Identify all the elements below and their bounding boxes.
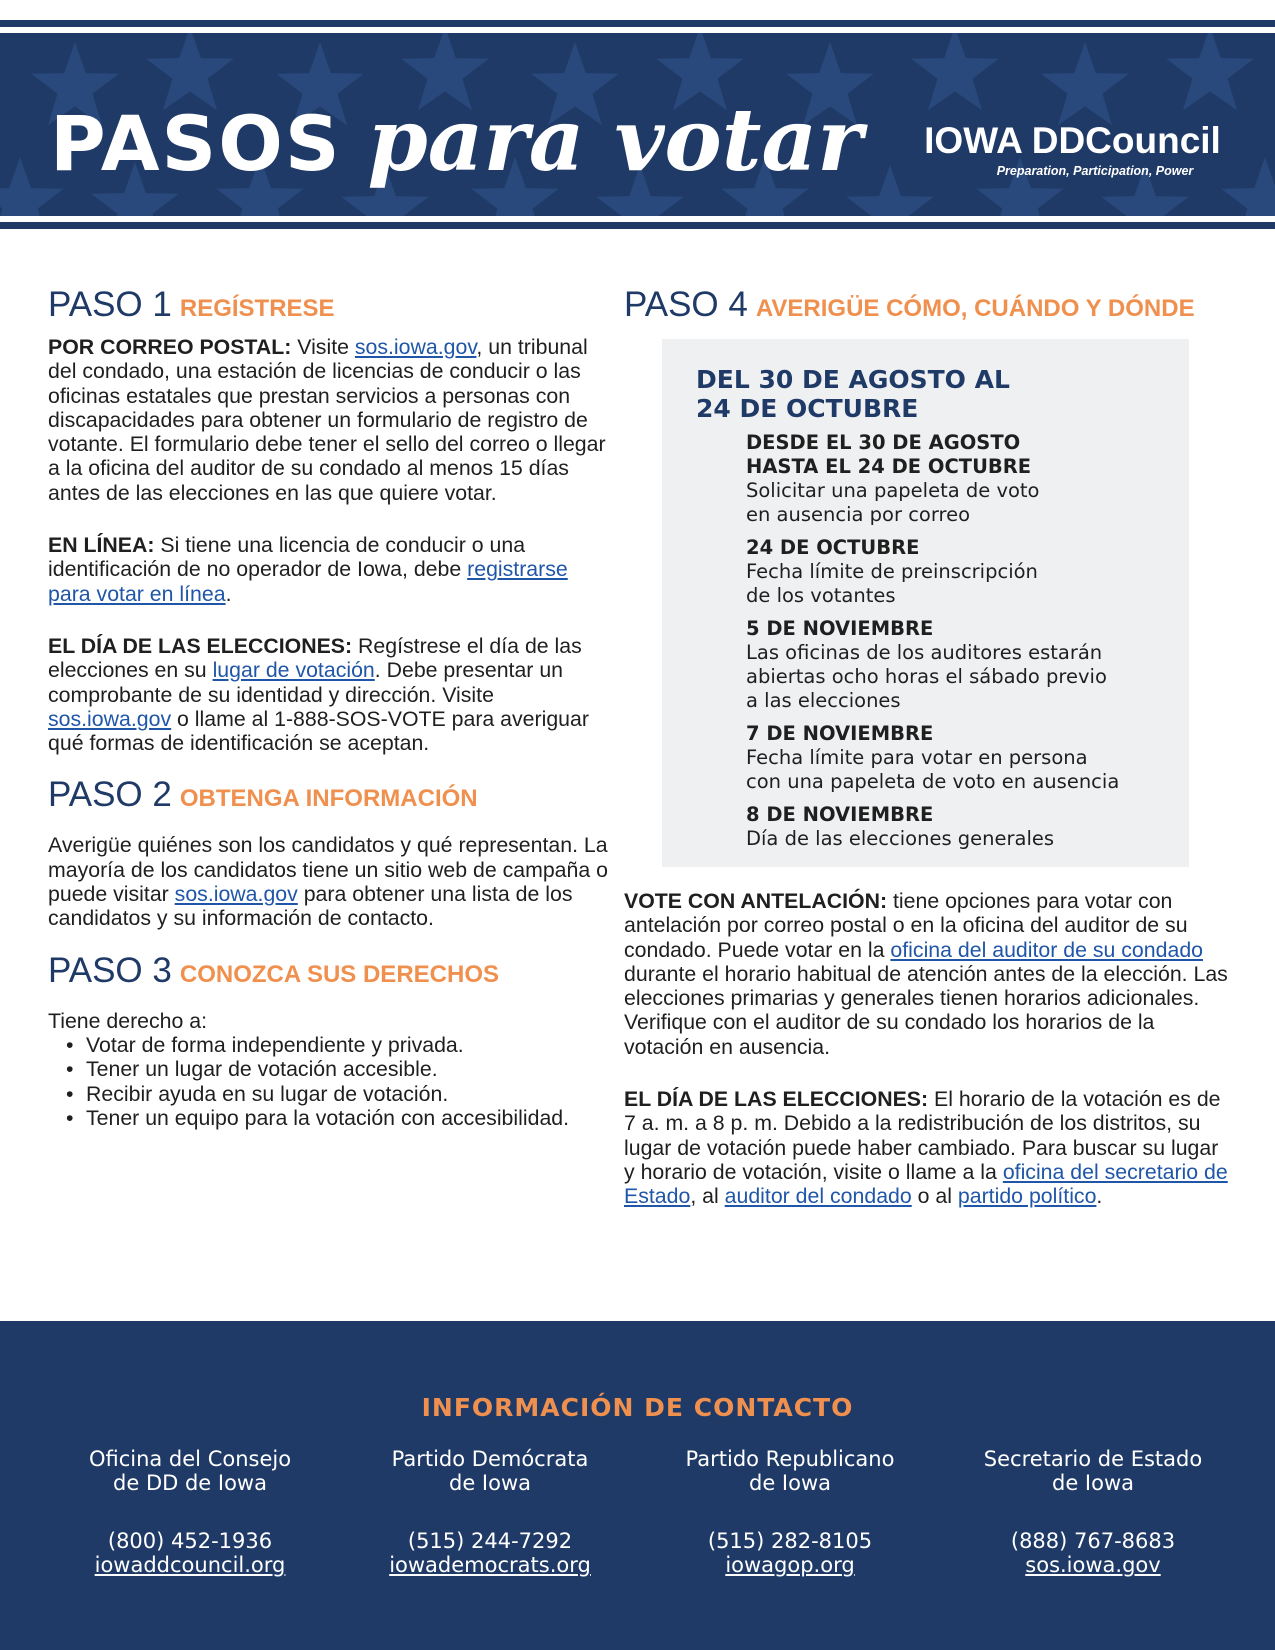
list-item: • Tener un equipo para la votación con accesibilidad. <box>66 1106 608 1130</box>
step2-text-a: Averigüe quiénes son los candidatos y qué representan. La mayoría de los candidatos tiene un sitio web de campaña o puede visitar <box>48 833 608 907</box>
contact-name: Partido Demócrata de Iowa <box>391 1447 589 1495</box>
dates-box-title-line1: DEL 30 DE AGOSTO AL <box>696 365 1010 394</box>
register-online-link[interactable]: registrarse para votar en línea <box>48 557 568 606</box>
online-text-b: . <box>225 581 232 606</box>
logo-name: IOWA DDCouncil <box>924 120 1221 161</box>
header-banner <box>0 33 1275 216</box>
date-description: Solicitar una papeleta de voto en ausencia por correo <box>746 479 1040 526</box>
step3-title: CONOZCA SUS DERECHOS <box>179 960 499 988</box>
right-column <box>624 285 1234 1209</box>
contact-footer <box>0 1321 1275 1650</box>
county-auditor-office-link[interactable]: oficina del auditor de su condado <box>890 937 1204 962</box>
contact-phone: (515) 244-7292 <box>407 1529 573 1553</box>
contact-phone: (800) 452-1936 <box>107 1529 273 1553</box>
step2-text-b: para obtener una lista de los candidatos y su información de contacto. <box>48 882 573 931</box>
date-description: Las oficinas de los auditores estarán abiertas ocho horas el sábado previo a las elecciones <box>746 641 1107 712</box>
contact-website-link[interactable]: iowaddcouncil.org <box>94 1553 286 1577</box>
election-day-lead: EL DÍA DE LAS ELECCIONES: <box>48 633 353 658</box>
step1-mail-paragraph <box>48 335 608 505</box>
mail-lead: POR CORREO POSTAL: <box>48 335 292 359</box>
dates-box-title-line2: 24 DE OCTUBRE <box>696 394 919 423</box>
election-hours-text-c: o al <box>911 1184 958 1209</box>
election-day-text-a: Regístrese el día de las elecciones en su <box>48 633 582 683</box>
list-item <box>746 803 1189 851</box>
sos-iowa-link[interactable]: sos.iowa.gov <box>354 335 477 359</box>
contact-iowa-ddcouncil <box>40 1447 340 1577</box>
polling-place-link[interactable]: lugar de votación <box>212 658 375 683</box>
date-label: 24 DE OCTUBRE <box>746 536 920 559</box>
step1-number: PASO 1 <box>48 285 172 324</box>
step2-number: PASO 2 <box>48 775 172 815</box>
contact-phone: (515) 282-8105 <box>707 1529 873 1553</box>
contact-title: INFORMACIÓN DE CONTACTO <box>421 1393 854 1422</box>
contact-iowa-democrats <box>340 1447 640 1577</box>
date-label: DESDE EL 30 DE AGOSTO HASTA EL 24 DE OCTUBRE <box>746 431 1032 478</box>
contact-phone: (888) 767-8683 <box>1010 1529 1176 1553</box>
list-item: • Tener un lugar de votación accesible. <box>66 1057 608 1081</box>
header-top-stripe <box>0 20 1275 27</box>
step1-heading <box>48 285 608 325</box>
logo-tagline: Preparation, Participation, Power <box>996 164 1194 178</box>
left-column <box>48 285 608 1130</box>
election-day-hours-paragraph <box>624 1087 1234 1208</box>
key-dates-box <box>662 339 1189 867</box>
list-item: • Recibir ayuda en su lugar de votación. <box>66 1082 608 1106</box>
step4-title: AVERIGÜE CÓMO, CUÁNDO Y DÓNDE <box>755 295 1195 322</box>
step1-title: REGÍSTRESE <box>179 295 335 322</box>
list-item: • Votar de forma independiente y privada. <box>66 1033 608 1057</box>
step2-title: OBTENGA INFORMACIÓN <box>179 785 478 813</box>
contact-name: Secretario de Estado de Iowa <box>983 1447 1203 1495</box>
list-item <box>746 536 1189 608</box>
election-day-text-b: . Debe presentar un comprobante de su identidad y dirección. Visite <box>48 658 564 707</box>
step3-intro: Tiene derecho a: <box>48 1008 208 1033</box>
date-label: 7 DE NOVIEMBRE <box>746 722 934 745</box>
contact-website-link[interactable]: iowademocrats.org <box>389 1553 591 1577</box>
contact-website-link[interactable]: sos.iowa.gov <box>1025 1553 1161 1577</box>
mail-text-a: Visite <box>291 335 355 359</box>
online-text-a: Si tiene una licencia de conducir o una identificación de no operador de Iowa, debe <box>48 533 526 582</box>
title-script-words: para votar <box>367 90 863 191</box>
contact-name: Partido Republicano de Iowa <box>685 1447 895 1495</box>
election-hours-text-d: . <box>1096 1184 1103 1209</box>
mail-text-b: , un tribunal del condado, una estación de licencias de conducir o las oficinas estatales que prestan servicios a personas con discapacidades para obtener un formulario de registro de votante. El formulario debe tener el sello del correo o llegar a la oficina del auditor de su condado al menos 15 días antes de las elecciones en las que quiere votar. <box>48 335 606 505</box>
election-day-hours-lead: EL DÍA DE LAS ELECCIONES: <box>624 1087 929 1112</box>
early-text-a: tiene opciones para votar con antelación por correo postal o en la oficina del auditor de su condado. Puede votar en la <box>624 889 1188 962</box>
contact-iowa-gop <box>640 1447 940 1577</box>
online-lead: EN LÍNEA: <box>48 533 155 558</box>
sos-iowa-link[interactable]: sos.iowa.gov <box>48 706 172 731</box>
county-auditor-link[interactable]: auditor del condado <box>724 1184 912 1209</box>
list-item <box>746 617 1189 713</box>
sos-iowa-link[interactable]: sos.iowa.gov <box>174 882 298 907</box>
list-item <box>746 722 1189 794</box>
step4-number: PASO 4 <box>624 285 748 324</box>
date-description: Fecha límite de preinscripción de los votantes <box>746 560 1038 607</box>
header-bottom-stripe <box>0 222 1275 229</box>
step4-heading <box>624 285 1234 325</box>
date-description: Día de las elecciones generales <box>746 827 1055 850</box>
secretary-of-state-office-link[interactable]: oficina del secretario de Estado <box>624 1159 1228 1209</box>
rights-list <box>66 1033 608 1130</box>
step3-number: PASO 3 <box>48 950 172 990</box>
contact-website-link[interactable]: iowagop.org <box>725 1553 855 1577</box>
early-voting-paragraph <box>624 889 1234 1059</box>
step1-election-day-paragraph <box>48 634 608 755</box>
early-text-b: durante el horario habitual de atención antes de la elección. Las elecciones primarias y generales tienen horarios adicionales. Verifique con el auditor de su condado los horarios de la votación en ausencia. <box>624 961 1228 1059</box>
political-party-link[interactable]: partido político <box>957 1184 1097 1209</box>
contact-secretary-of-state <box>943 1447 1243 1577</box>
dates-list <box>746 431 1189 851</box>
step2-paragraph <box>48 833 608 930</box>
iowa-ddcouncil-logo <box>920 120 1225 178</box>
date-label: 5 DE NOVIEMBRE <box>746 617 934 640</box>
contact-name: Oficina del Consejo de DD de Iowa <box>88 1447 292 1495</box>
election-day-text-c: o llame al 1-888-SOS-VOTE para averiguar qué formas de identificación se aceptan. <box>48 706 589 756</box>
title-bold-word: PASOS <box>50 99 342 188</box>
date-label: 8 DE NOVIEMBRE <box>746 803 934 826</box>
list-item <box>746 431 1189 527</box>
step3-heading <box>48 951 608 991</box>
page-title <box>50 90 863 191</box>
date-description: Fecha límite para votar en persona con una papeleta de voto en ausencia <box>746 746 1120 793</box>
step2-heading <box>48 775 608 815</box>
dates-box-title <box>696 365 1189 423</box>
early-voting-lead: VOTE CON ANTELACIÓN: <box>624 889 888 913</box>
election-hours-text-b: , al <box>690 1184 725 1209</box>
election-hours-text-a: El horario de la votación es de 7 a. m. a 8 p. m. Debido a la redistribución de los distritos, su lugar de votación puede haber cambiado. Para buscar su lugar y horario de votación, visite o llame a la <box>624 1087 1221 1184</box>
step1-online-paragraph <box>48 533 608 606</box>
